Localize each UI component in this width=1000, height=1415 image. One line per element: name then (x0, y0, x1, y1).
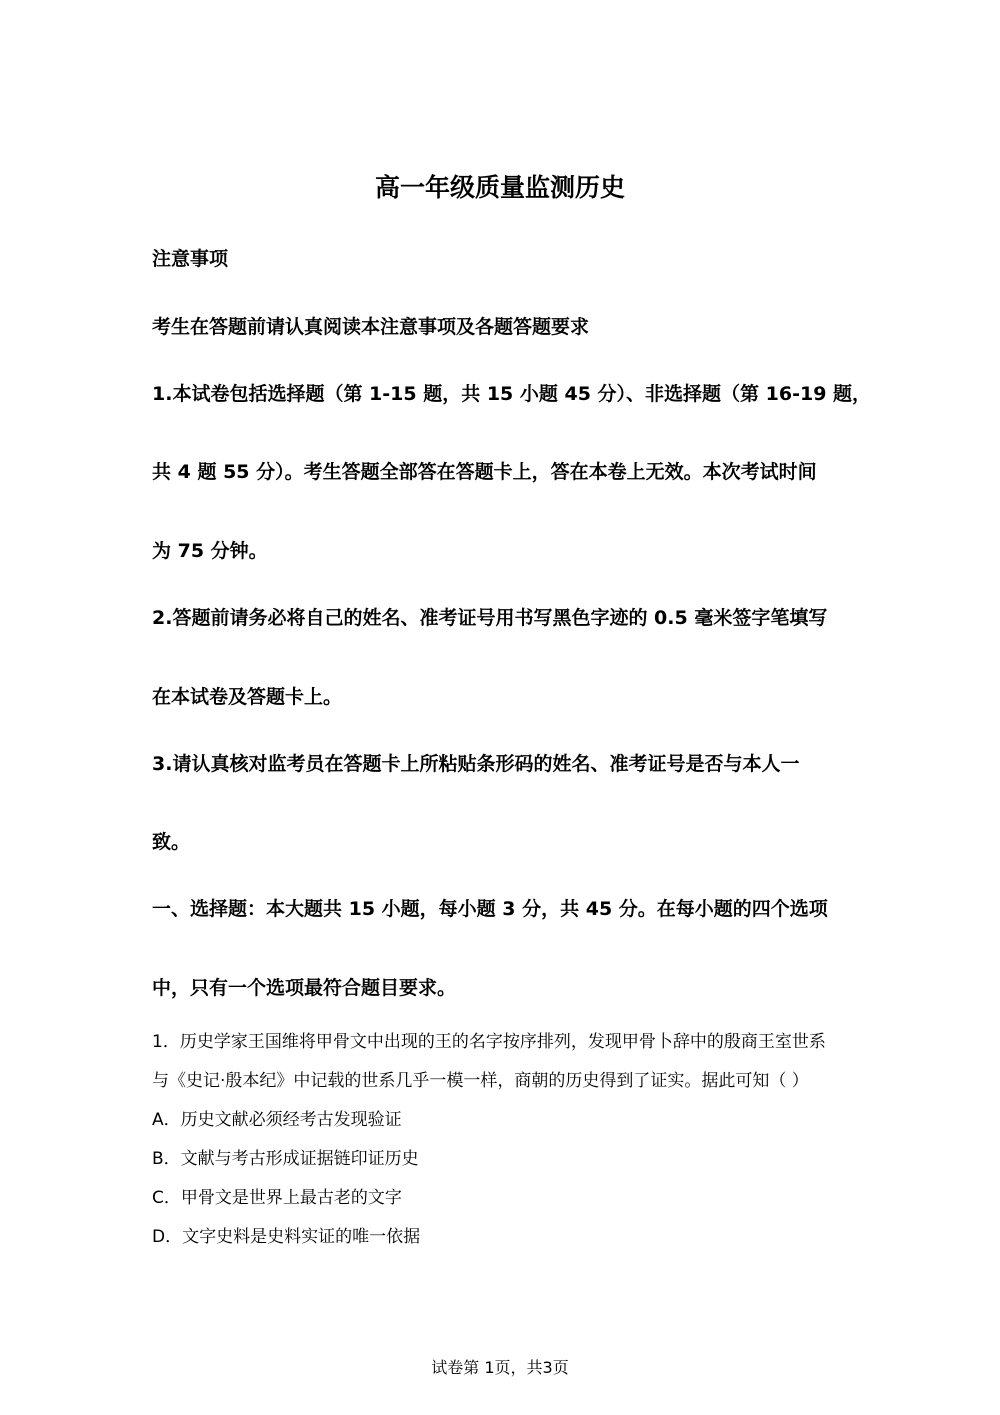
notice-item-2-line-1: 2.答题前请务必将自己的姓名、准考证号用书写黑色字迹的 0.5 毫米签字笔填写 (152, 607, 828, 629)
notice-item-1-line-2: 共 4 题 55 分）。考生答题全部答在答题卡上，答在本卷上无效。本次考试时间 (152, 461, 817, 483)
question-1-option-a: A．历史文献必须经考古发现验证 (152, 1110, 402, 1130)
notice-item-2-line-2: 在本试卷及答题卡上。 (152, 686, 343, 708)
question-1-stem-line-2: 与《史记·殷本纪》中记载的世系几乎一模一样，商朝的历史得到了证实。据此可知（ ） (152, 1071, 809, 1091)
question-1-option-d: D．文字史料是史料实证的唯一依据 (152, 1227, 421, 1247)
notice-heading: 注意事项 (152, 248, 229, 270)
section-1-heading-line-2: 中，只有一个选项最符合题目要求。 (152, 977, 457, 999)
question-1-option-b: B．文献与考古形成证据链印证历史 (152, 1149, 419, 1169)
question-1-option-c: C．甲骨文是世界上最古老的文字 (152, 1188, 402, 1208)
page-title: 高一年级质量监测历史 (374, 173, 625, 202)
notice-item-1-line-1: 1.本试卷包括选择题（第 1-15 题，共 15 小题 45 分）、非选择题（第 16-19 题， (152, 383, 872, 405)
section-1-heading-line-1: 一、选择题：本大题共 15 小题，每小题 3 分，共 45 分。在每小题的四个选项 (152, 898, 828, 920)
question-1-stem-line-1: 1．历史学家王国维将甲骨文中出现的王的名字按序排列，发现甲骨卜辞中的殷商王室世系 (152, 1032, 826, 1052)
notice-intro: 考生在答题前请认真阅读本注意事项及各题答题要求 (152, 316, 590, 338)
notice-item-1-line-3: 为 75 分钟。 (152, 540, 268, 562)
page-footer: 试卷第 1页，共3页 (431, 1358, 569, 1377)
notice-item-3-line-1: 3.请认真核对监考员在答题卡上所粘贴条形码的姓名、准考证号是否与本人一 (152, 753, 800, 775)
notice-item-3-line-2: 致。 (152, 831, 191, 853)
